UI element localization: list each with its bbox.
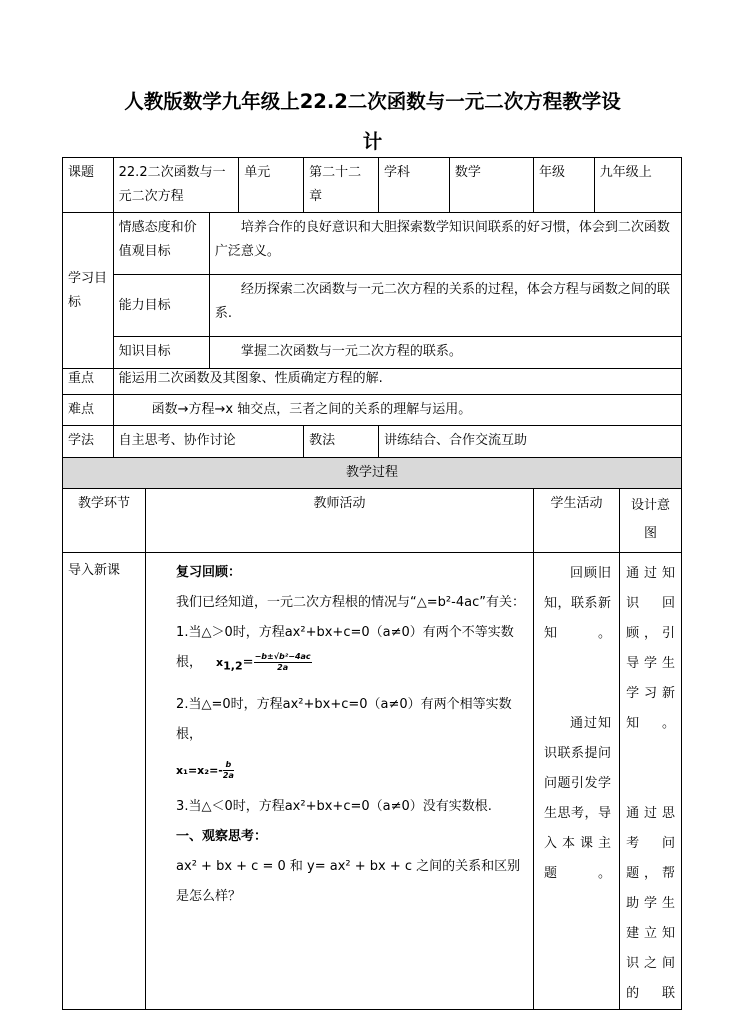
root2-denominator: 2a [222,770,234,780]
header-teacher: 教师活动 [146,489,534,553]
unit-label: 单元 [239,158,304,213]
difficulty-text: 函数→方程→x 轴交点，三者之间的关系的理解与运用。 [113,395,681,426]
unit-value: 第二十二章 [304,158,379,213]
observe-question: ax² + bx + c = 0 和 y= ax² + bx + c 之间的关系和区别是怎么样？ [176,858,521,904]
design-intent-cell [620,553,682,1010]
root1-fraction [254,652,312,673]
case-2: 2.当△=0时，方程ax²+bx+c=0（a≠0）有两个相等实数根， [176,696,512,742]
case-1: 1.当△＞0时，方程ax²+bx+c=0（a≠0）有两个不等实数根， [176,625,514,670]
root1-sub: 1,2 [223,659,243,673]
root1-numerator: −b±√b²−4ac [254,652,311,661]
root2-fraction [223,760,234,781]
key-point-text: 能运用二次函数及其图象、性质确定方程的解. [113,369,681,395]
header-stage: 教学环节 [63,489,146,553]
key-point-row [63,369,682,395]
topic-label: 课题 [63,158,114,213]
objective-row-knowledge [63,337,682,369]
student-activity-cell [533,553,619,1010]
methods-row [63,426,682,458]
process-row-intro [63,553,682,1010]
document-title-line2: 计 [362,130,383,153]
study-method-value: 自主思考、协作讨论 [113,426,303,458]
header-student: 学生活动 [533,489,619,553]
process-header-row [63,489,682,553]
root-formula-2 [176,756,525,786]
root-formula-1: $x_{1,2}=$ $\frac{\text{−b±√b²−4ac}}{2a}$ [216,652,311,673]
grade-label: 年级 [533,158,594,213]
study-method-label: 学法 [63,426,114,458]
key-point-label: 重点 [63,369,114,395]
header-design: 设计意图 [620,489,682,553]
student-activity-2: 通过知识联系提问问题引发学生思考，导入本课主题。 [543,716,612,881]
objective-row-attitude [63,213,682,275]
root1-label: x [216,656,224,669]
difficulty-row [63,395,682,426]
teacher-activity-cell [146,553,534,1010]
student-activity-1: 回顾旧知，联系新知。 [543,566,612,641]
root2-numerator: b [223,760,234,771]
root1-denominator: 2a [277,663,289,672]
topic-value: 22.2二次函数与一元二次方程 [113,158,239,213]
subject-value: 数学 [449,158,533,213]
objectives-label: 学习目标 [63,213,114,369]
difficulty-label: 难点 [63,395,114,426]
stage-cell: 导入新课 [63,553,146,1010]
review-intro: 我们已经知道，一元二次方程根的情况与“△=b²-4ac”有关： [176,595,525,610]
objective-text: 掌握二次函数与一元二次方程的联系。 [209,337,681,369]
subject-label: 学科 [379,158,450,213]
review-title: 复习回顾： [176,565,242,580]
teach-method-value: 讲练结合、合作交流互助 [379,426,682,458]
lesson-plan-table [62,157,682,1010]
teach-method-label: 教法 [304,426,379,458]
objective-name: 能力目标 [113,275,209,337]
grade-value: 九年级上 [594,158,681,213]
root2-label: x₁=x₂=- [176,763,223,777]
process-section-row [63,458,682,489]
document-title-line1: 人教版数学九年级上22.2二次函数与一元二次方程教学设 [124,90,621,113]
objective-text: 经历探索二次函数与一元二次方程的关系的过程，体会方程与函数之间的联系. [209,275,681,337]
objective-row-ability [63,275,682,337]
info-row [63,158,682,213]
design-intent-2: 通过思考问题，帮助学生建立知识之间的联 [626,806,675,1001]
objective-name: 知识目标 [113,337,209,369]
objective-name: 情感态度和价值观目标 [113,213,209,275]
observe-title: 一、观察思考： [176,828,268,844]
objective-text: 培养合作的良好意识和大胆探索数学知识间联系的好习惯，体会到二次函数广泛意义。 [209,213,681,275]
design-intent-1: 通过知识回顾，引导学生学习新知。 [626,566,675,731]
case-3: 3.当△＜0时，方程ax²+bx+c=0（a≠0）没有实数根. [176,798,492,814]
process-section-title: 教学过程 [63,458,682,489]
